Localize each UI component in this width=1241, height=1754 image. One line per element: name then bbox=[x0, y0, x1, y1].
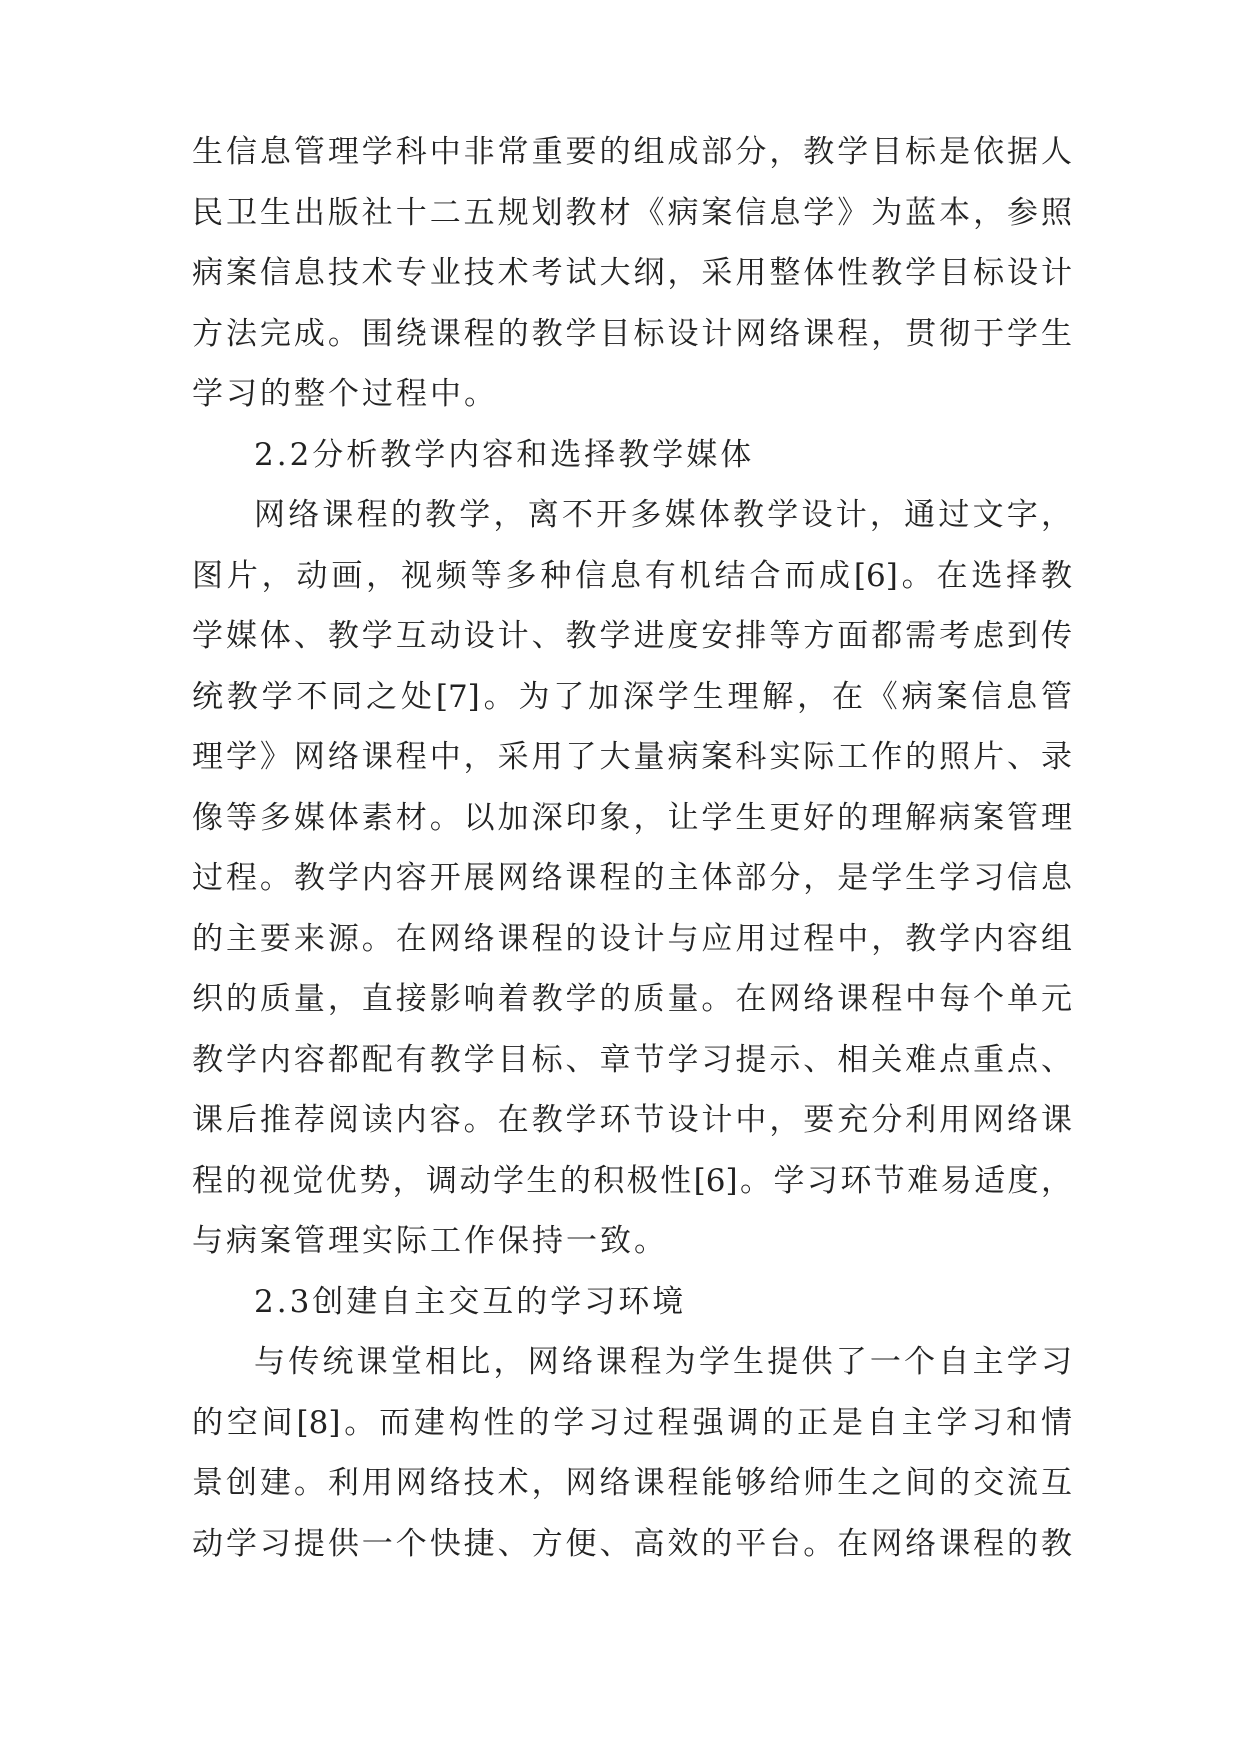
paragraph-2-line: 过程。教学内容开展网络课程的主体部分，是学生学习信息 bbox=[192, 860, 1072, 896]
paragraph-2-line: 教学内容都配有教学目标、章节学习提示、相关难点重点、 bbox=[192, 1041, 1072, 1078]
paragraph-2-line: 课后推荐阅读内容。在教学环节设计中，要充分利用网络课 bbox=[192, 1102, 1072, 1138]
paragraph-3-line: 景创建。利用网络技术，网络课程能够给师生之间的交流互 bbox=[192, 1465, 1072, 1501]
section-heading-2-2: 2.2分析教学内容和选择教学媒体 bbox=[254, 436, 755, 473]
section-heading-2-3: 2.3创建自主交互的学习环境 bbox=[254, 1283, 687, 1320]
paragraph-2-line: 程的视觉优势，调动学生的积极性[6]。学习环节难易适度， bbox=[192, 1162, 1072, 1199]
paragraph-1-line: 民卫生出版社十二五规划教材《病案信息学》为蓝本，参照 bbox=[192, 194, 1072, 231]
paragraph-3-line: 的空间[8]。而建构性的学习过程强调的正是自主学习和情 bbox=[192, 1404, 1072, 1441]
body-text bbox=[192, 122, 1072, 1574]
paragraph-2-line: 织的质量，直接影响着教学的质量。在网络课程中每个单元 bbox=[192, 981, 1072, 1017]
paragraph-2-line: 像等多媒体素材。以加深印象，让学生更好的理解病案管理 bbox=[192, 799, 1072, 836]
paragraph-2-line: 学媒体、教学互动设计、教学进度安排等方面都需考虑到传 bbox=[192, 618, 1072, 654]
paragraph-2-line: 网络课程的教学，离不开多媒体教学设计，通过文字， bbox=[254, 497, 1072, 533]
paragraph-2-line: 统教学不同之处[7]。为了加深学生理解，在《病案信息管 bbox=[192, 678, 1072, 715]
paragraph-2-line: 理学》网络课程中，采用了大量病案科实际工作的照片、录 bbox=[192, 739, 1072, 775]
paragraph-3-line: 与传统课堂相比，网络课程为学生提供了一个自主学习 bbox=[254, 1344, 1072, 1380]
paragraph-1-line: 方法完成。围绕课程的教学目标设计网络课程，贯彻于学生 bbox=[192, 315, 1072, 352]
paragraph-3-line: 动学习提供一个快捷、方便、高效的平台。在网络课程的教 bbox=[192, 1525, 1072, 1562]
paragraph-1-line: 病案信息技术专业技术考试大纲，采用整体性教学目标设计 bbox=[192, 255, 1072, 291]
paragraph-1-line: 学习的整个过程中。 bbox=[192, 376, 498, 412]
paragraph-1-line: 生信息管理学科中非常重要的组成部分，教学目标是依据人 bbox=[192, 134, 1072, 170]
paragraph-2-line: 图片，动画，视频等多种信息有机结合而成[6]。在选择教 bbox=[192, 557, 1072, 594]
paragraph-2-line: 的主要来源。在网络课程的设计与应用过程中，教学内容组 bbox=[192, 920, 1072, 957]
paragraph-2-line: 与病案管理实际工作保持一致。 bbox=[192, 1223, 668, 1259]
